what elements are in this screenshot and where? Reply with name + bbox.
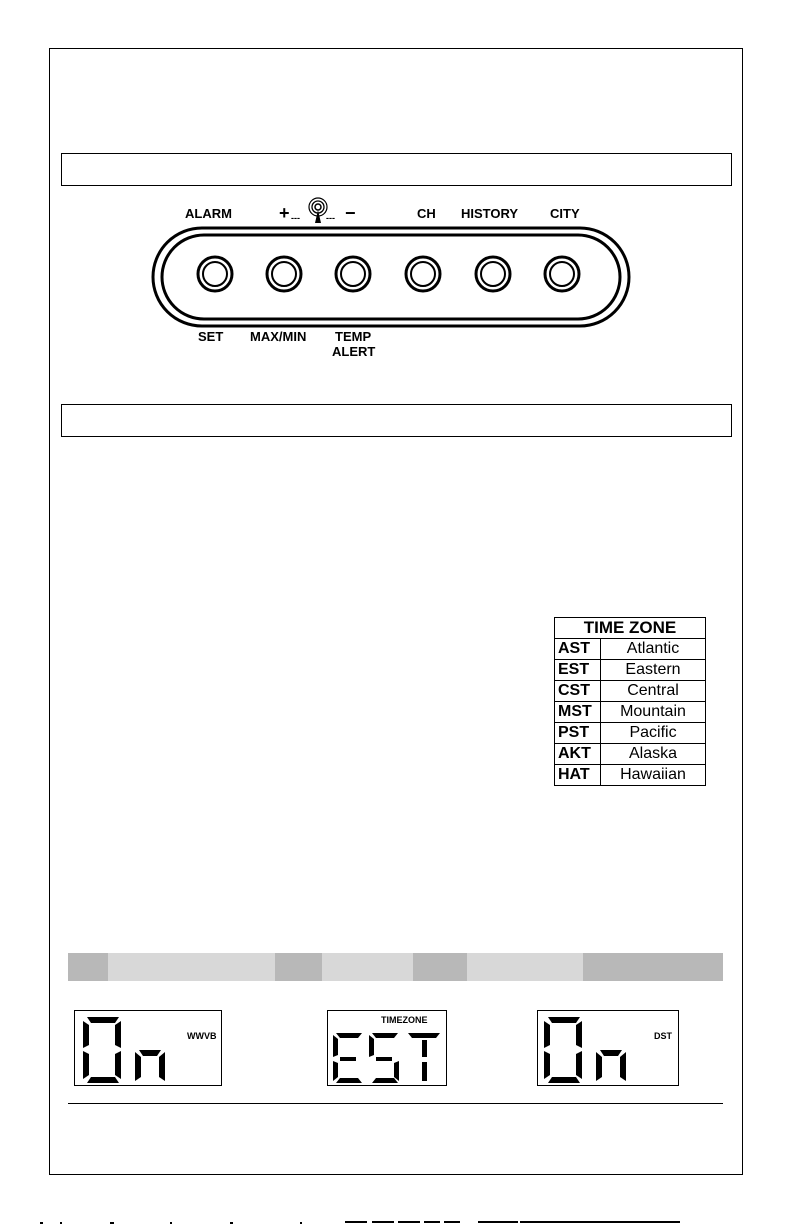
set-alarm-button[interactable]: [198, 257, 232, 291]
maxmin-label: MAX/MIN: [250, 329, 307, 344]
city-button[interactable]: [545, 257, 579, 291]
table-row: AKT Alaska: [555, 744, 706, 765]
plus-label: +: [279, 203, 290, 223]
history-button[interactable]: [476, 257, 510, 291]
time-zone-header: TIME ZONE: [555, 618, 706, 639]
minus-label: −: [345, 203, 356, 223]
wwvb-tag: WWVB: [187, 1031, 217, 1041]
step-strip-dark: [68, 953, 108, 981]
section-header-bar-2: [61, 404, 732, 437]
step-strip-light: [322, 953, 413, 981]
divider-rule: [68, 1103, 723, 1104]
lcd-digits-on: [75, 1011, 223, 1087]
alarm-label: ALARM: [185, 206, 232, 221]
table-row: CST Central: [555, 681, 706, 702]
table-row: AST Atlantic: [555, 639, 706, 660]
minus-temp-alert-button[interactable]: [336, 257, 370, 291]
city-label: CITY: [550, 206, 580, 221]
time-zone-table: [554, 617, 706, 786]
table-row: EST Eastern: [555, 660, 706, 681]
footer-scan-marks: [0, 1218, 793, 1225]
history-label: HISTORY: [461, 206, 519, 221]
step-strip-light: [108, 953, 275, 981]
plus-maxmin-button[interactable]: [267, 257, 301, 291]
table-row: PST Pacific: [555, 723, 706, 744]
step-strip-dark: [413, 953, 467, 981]
ch-label: CH: [417, 206, 436, 221]
step-strip-dark: [583, 953, 723, 981]
dashes-right: ---: [326, 213, 335, 223]
table-row: MST Mountain: [555, 702, 706, 723]
alert-label: ALERT: [332, 344, 376, 359]
dst-tag: DST: [654, 1031, 672, 1041]
lcd-timezone-display: [327, 1010, 447, 1086]
section-header-bar: [61, 153, 732, 186]
button-panel-diagram: [140, 195, 640, 365]
ch-button[interactable]: [406, 257, 440, 291]
step-strip-dark: [275, 953, 322, 981]
temp-label: TEMP: [335, 329, 372, 344]
step-strip-light: [467, 953, 583, 981]
set-label: SET: [198, 329, 224, 344]
lcd-wwvb-display: [74, 1010, 222, 1086]
antenna-icon: [309, 198, 327, 223]
dashes-left: ---: [291, 213, 300, 223]
lcd-dst-display: [537, 1010, 679, 1086]
table-row: HAT Hawaiian: [555, 765, 706, 786]
timezone-tag: TIMEZONE: [381, 1015, 428, 1025]
lcd-digits-on-dst: [538, 1011, 680, 1087]
